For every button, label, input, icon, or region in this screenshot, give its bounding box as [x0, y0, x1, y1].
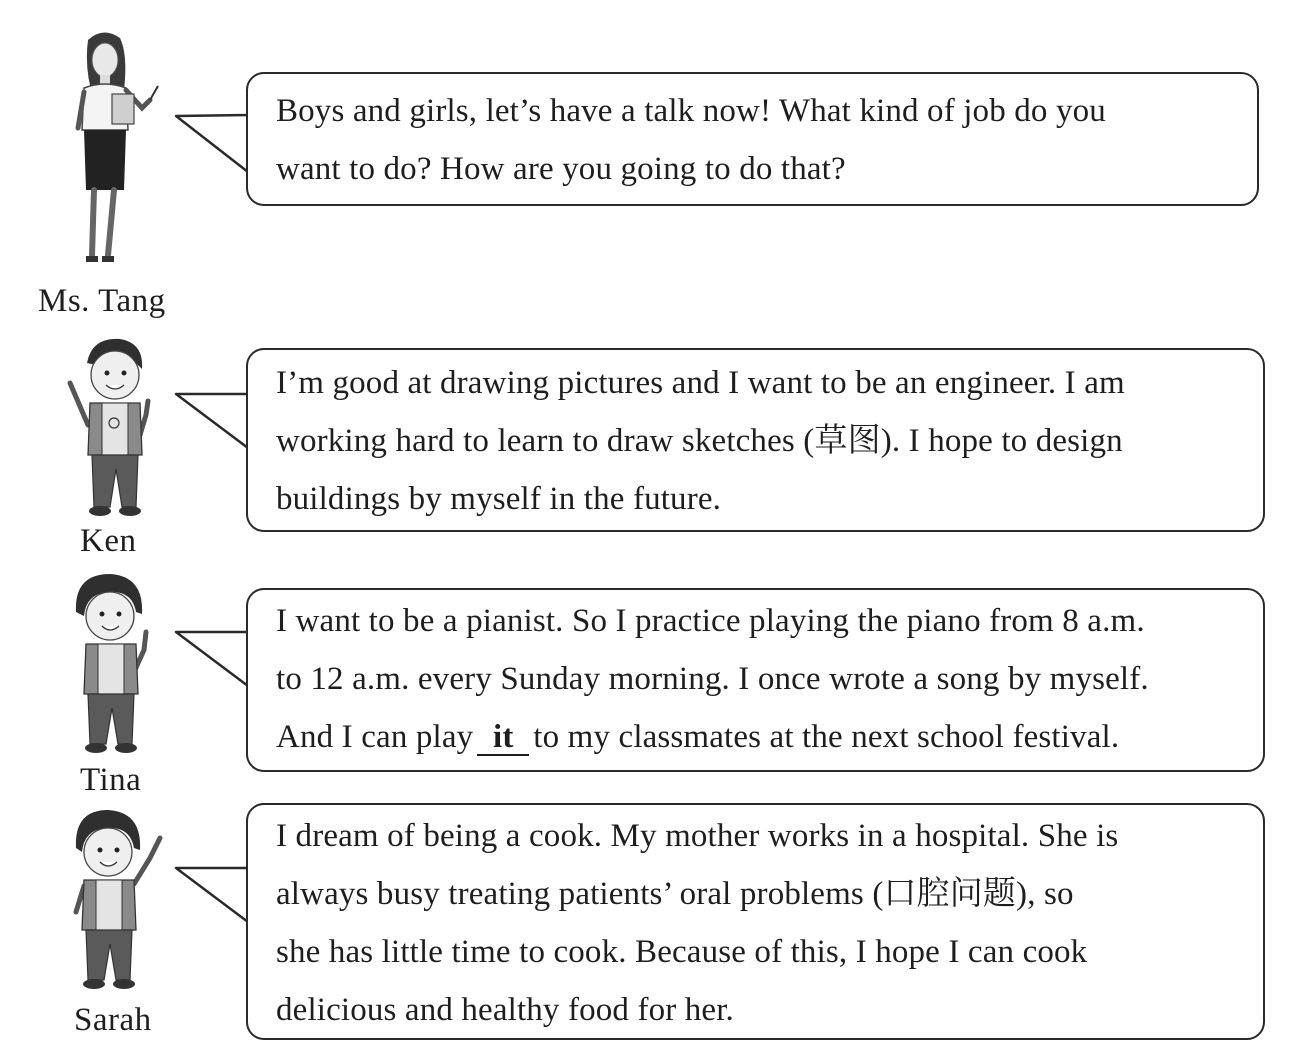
line-text-after-blank: to my classmates at the next school festival.: [533, 719, 1120, 755]
girl-waving-illustration: [62, 808, 172, 998]
speech-bubble-tail: [174, 346, 254, 456]
teacher-illustration: [58, 30, 168, 285]
speaker-name-sarah: Sarah: [74, 1002, 152, 1038]
speaker-name-ken: Ken: [80, 523, 137, 559]
girl-illustration: [62, 572, 162, 762]
bubble-line: she has little time to cook. Because of this, I hope I can cook: [276, 934, 1088, 970]
speech-bubble-tail: [174, 818, 254, 928]
speaker-name-ms-tang: Ms. Tang: [38, 283, 166, 319]
line-text-before-blank: And I can play: [276, 719, 474, 755]
bubble-line: delicious and healthy food for her.: [276, 992, 734, 1028]
ms-tang-figure: [58, 30, 168, 285]
speaker-name-tina: Tina: [80, 762, 142, 798]
bubble-line: I want to be a pianist. So I practice playing the piano from 8 a.m.: [276, 603, 1145, 639]
bubble-line-with-blank: [276, 708, 1241, 766]
tina-figure: [62, 572, 162, 762]
ken-figure: [62, 335, 167, 525]
bubble-line: I’m good at drawing pictures and I want to be an engineer. I am: [276, 365, 1125, 401]
speech-bubble-tail: [174, 70, 254, 180]
speech-bubble-ken: [246, 348, 1265, 532]
sarah-figure: [62, 808, 172, 998]
bubble-line: want to do? How are you going to do that?: [276, 151, 846, 187]
speech-bubble-sarah: [246, 803, 1265, 1040]
bubble-line: Boys and girls, let’s have a talk now! What kind of job do you: [276, 93, 1106, 129]
answer-blank: it: [477, 720, 529, 756]
speech-bubble-tail: [174, 586, 254, 696]
bubble-line: always busy treating patients’ oral problems (口腔问题), so: [276, 876, 1074, 912]
bubble-line: to 12 a.m. every Sunday morning. I once wrote a song by myself.: [276, 661, 1149, 697]
boy-illustration: [62, 335, 167, 525]
speech-bubble-tina: [246, 588, 1265, 772]
bubble-line: working hard to learn to draw sketches (草图). I hope to design: [276, 423, 1123, 459]
bubble-line: I dream of being a cook. My mother works in a hospital. She is: [276, 818, 1119, 854]
bubble-line: buildings by myself in the future.: [276, 481, 722, 517]
speech-bubble-ms-tang: [246, 72, 1259, 206]
